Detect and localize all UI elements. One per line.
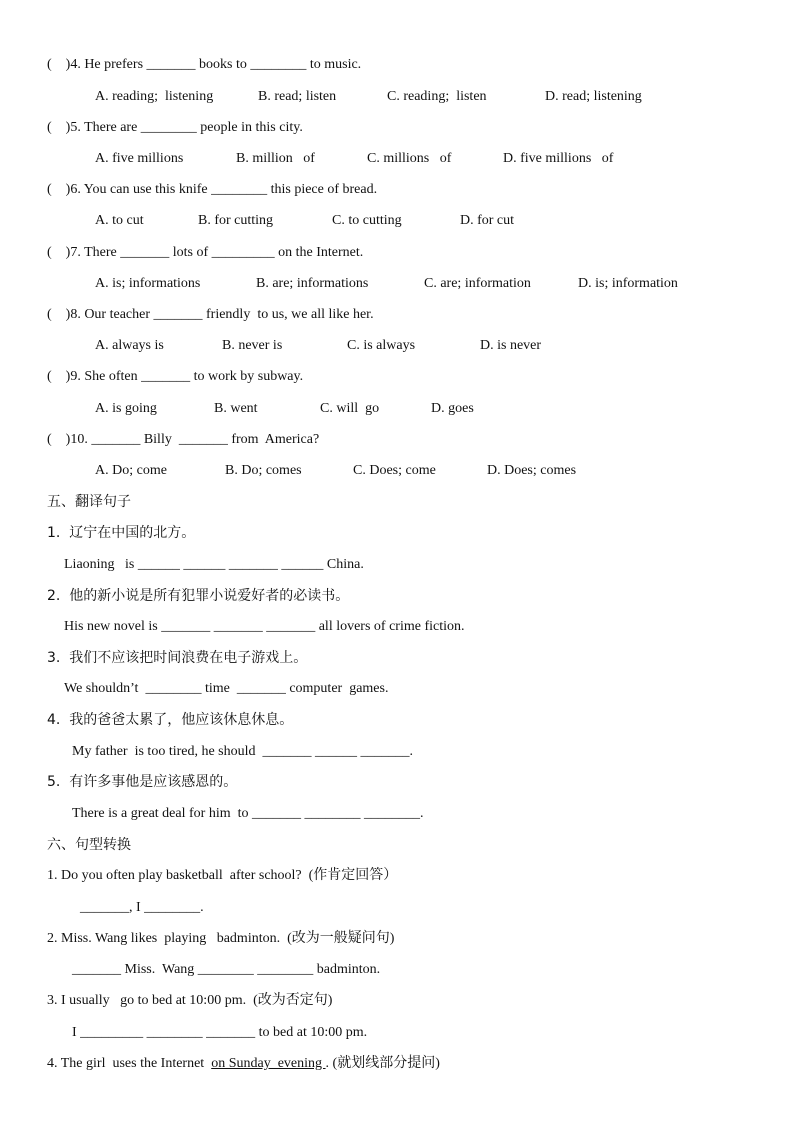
q9-option-c: C. will go (320, 401, 380, 416)
q5-option-d: D. five millions of (503, 151, 614, 166)
translate-4-chinese: 4. 我的爸爸太累了，他应该休息休息。 (47, 712, 294, 728)
q4-option-d: D. read; listening (545, 89, 642, 104)
question-10: ( )10. _______ Billy _______ from America? (47, 432, 320, 447)
translate-3-chinese: 3. 我们不应该把时间浪费在电子游戏上。 (47, 650, 308, 666)
q8-option-c: C. is always (347, 338, 416, 353)
q4-option-a: A. reading; listening (95, 89, 214, 104)
transform-3-answer: I _________ ________ _______ to bed at 10:00 pm. (72, 1025, 368, 1040)
question-6: ( )6. You can use this knife ________ this piece of bread. (47, 182, 378, 197)
q8-option-d: D. is never (480, 338, 542, 353)
q7-option-a: A. is; informations (95, 276, 201, 291)
q7-option-b: B. are; informations (256, 276, 369, 291)
translate-2-chinese: 2. 他的新小说是所有犯罪小说爱好者的必读书。 (47, 588, 350, 604)
q9-option-a: A. is going (95, 401, 157, 416)
q6-option-c: C. to cutting (332, 213, 402, 228)
q4-option-b: B. read; listen (258, 89, 337, 104)
question-7: ( )7. There _______ lots of _________ on the Internet. (47, 245, 364, 260)
translate-3-english: We shouldn’t ________ time _______ computer games. (64, 681, 389, 696)
translate-4-english: My father is too tired, he should _______ ______ _______. (72, 744, 414, 759)
question-4: ( )4. He prefers _______ books to ________ to music. (47, 57, 362, 72)
transform-4-underlined-part: on Sunday evening (211, 1056, 326, 1071)
q10-option-d: D. Does; comes (487, 463, 577, 478)
transform-3-question: 3. I usually go to bed at 10:00 pm. (改为否定句) (47, 993, 333, 1008)
transform-1-answer: _______, I ________. (80, 900, 204, 915)
q8-option-a: A. always is (95, 338, 164, 353)
transform-4-question-end: . (就划线部分提问) (325, 1056, 440, 1071)
translate-5-english: There is a great deal for him to _______ ________ ________. (72, 806, 424, 821)
section-5-heading: 五、翻译句子 (47, 494, 131, 510)
translate-1-english: Liaoning is ______ ______ _______ ______ China. (64, 557, 364, 572)
question-5: ( )5. There are ________ people in this city. (47, 120, 303, 135)
q5-option-b: B. million of (236, 151, 315, 166)
section-6-heading: 六、句型转换 (47, 837, 131, 853)
q10-option-b: B. Do; comes (225, 463, 302, 478)
translate-1-chinese: 1. 辽宁在中国的北方。 (47, 525, 196, 541)
q9-option-d: D. goes (431, 401, 474, 416)
transform-4-question-start: 4. The girl uses the Internet (47, 1056, 212, 1071)
transform-2-question: 2. Miss. Wang likes playing badminton. (改为一般疑问句) (47, 931, 395, 946)
q5-option-a: A. five millions (95, 151, 184, 166)
question-9: ( )9. She often _______ to work by subway. (47, 369, 304, 384)
translate-2-english: His new novel is _______ _______ _______ all lovers of crime fiction. (64, 619, 465, 634)
q7-option-d: D. is; information (578, 276, 678, 291)
question-8: ( )8. Our teacher _______ friendly to us, we all like her. (47, 307, 374, 322)
q5-option-c: C. millions of (367, 151, 452, 166)
translate-5-chinese: 5. 有许多事他是应该感恩的。 (47, 774, 238, 790)
q9-option-b: B. went (214, 401, 258, 416)
q7-option-c: C. are; information (424, 276, 531, 291)
q6-option-b: B. for cutting (198, 213, 274, 228)
q10-option-c: C. Does; come (353, 463, 436, 478)
transform-4-question (47, 1055, 440, 1073)
q8-option-b: B. never is (222, 338, 283, 353)
q6-option-a: A. to cut (95, 213, 144, 228)
q6-option-d: D. for cut (460, 213, 515, 228)
transform-2-answer: _______ Miss. Wang ________ ________ badminton. (72, 962, 381, 977)
q4-option-c: C. reading; listen (387, 89, 487, 104)
q10-option-a: A. Do; come (95, 463, 167, 478)
transform-1-question: 1. Do you often play basketball after school? (作肯定回答） (47, 868, 398, 883)
